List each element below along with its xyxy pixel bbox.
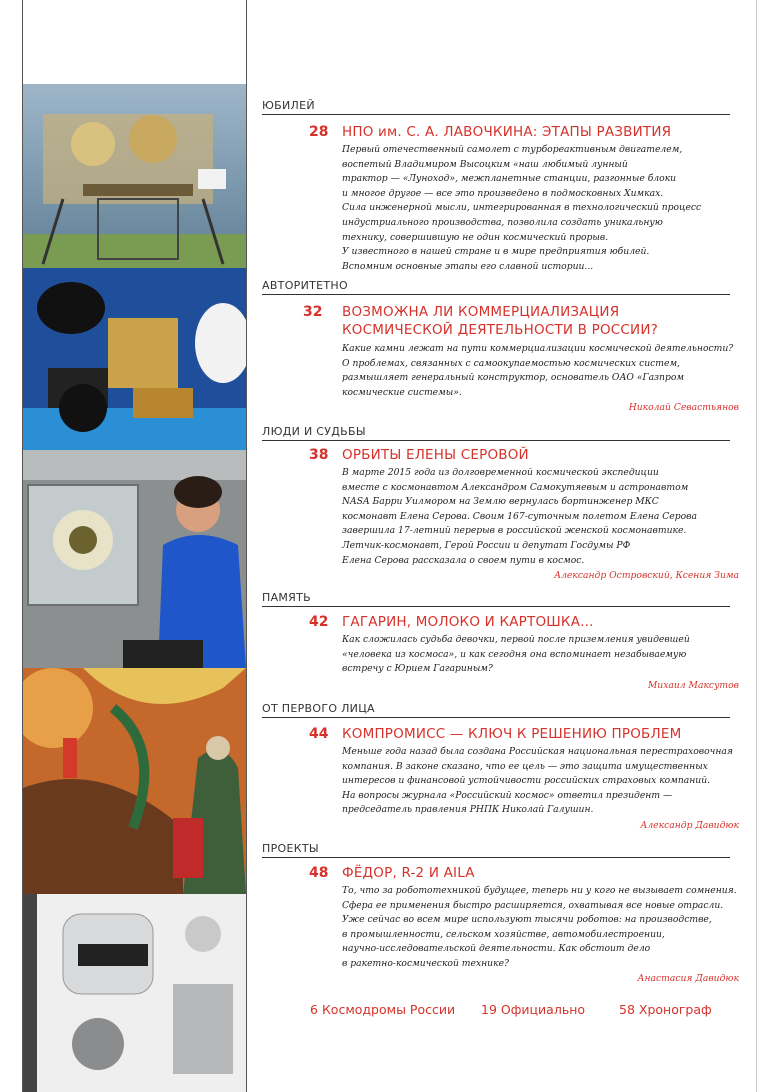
article-lead <box>342 745 737 818</box>
lead-line: председатель правления РНПК Николай Галушин. <box>342 804 594 816</box>
article-lead <box>342 884 737 972</box>
section-rule <box>262 114 730 115</box>
page-frame-right <box>756 0 757 1092</box>
lead-line: «человека из космоса», и как сегодня она вспоминает незабываемую <box>342 648 687 660</box>
section-rule <box>262 717 730 718</box>
footer-link[interactable] <box>310 1002 455 1017</box>
lead-line: индустриального производства, позволила создать уникальную <box>342 216 663 228</box>
lead-line: NASA Барри Уилмором на Землю вернулась бортинженер МКС <box>342 496 659 508</box>
lead-line: Меньше года назад была создана Российская национальная перестраховочная <box>342 746 733 757</box>
lead-line: научно-исследовательской деятельности. Как обстоит дело <box>342 943 651 955</box>
article-title[interactable]: НПО им. С. А. ЛАВОЧКИНА: ЭТАПЫ РАЗВИТИЯ <box>342 124 672 140</box>
article-author: Александр Островский, Ксения Зима <box>554 570 739 581</box>
photo-robot <box>23 894 246 1092</box>
rubric-label: ПАМЯТЬ <box>262 591 311 604</box>
article-lead <box>342 342 737 400</box>
lead-line: Уже сейчас во всем мире используют тысячи роботов: на производстве, <box>342 914 712 926</box>
page-number[interactable]: 38 <box>309 447 329 463</box>
section-rule <box>262 294 730 295</box>
photo-lander <box>23 84 246 268</box>
article-title[interactable]: ГАГАРИН, МОЛОКО И КАРТОШКА... <box>342 614 594 630</box>
photo-painting <box>23 668 246 894</box>
footer-page-number: 6 <box>310 1002 318 1017</box>
footer-link[interactable] <box>481 1002 585 1017</box>
photo-satellite <box>23 268 246 450</box>
lead-line: Елена Серова рассказала о своем пути в космос. <box>342 554 585 566</box>
article-lead <box>342 143 732 274</box>
page-frame-divider <box>246 0 247 1092</box>
footer-label: Хронограф <box>638 1002 712 1017</box>
article-author: Михаил Максутов <box>647 680 739 691</box>
article-title[interactable]: ФЁДОР, R-2 И AILA <box>342 865 475 881</box>
section-rule <box>262 857 730 858</box>
rubric-label: АВТОРИТЕТНО <box>262 279 348 292</box>
lead-line: размышляет генеральный конструктор, основатель ОАО «Газпром <box>342 372 685 384</box>
rubric-label: ОТ ПЕРВОГО ЛИЦА <box>262 702 375 715</box>
lead-line: На вопросы журнала «Российский космос» ответил президент — <box>342 789 673 801</box>
footer-page-number: 19 <box>481 1002 497 1017</box>
lead-line: У известного в нашей стране и в мире предприятия юбилей. <box>342 246 650 258</box>
article-author: Николай Севастьянов <box>628 402 739 413</box>
page-number[interactable]: 42 <box>309 614 329 630</box>
footer-page-number: 58 <box>619 1002 635 1017</box>
article-lead <box>342 466 732 568</box>
lead-line: Сфера ее применения быстро расширяется, охватывая все новые отрасли. <box>342 899 724 911</box>
section-rule <box>262 606 730 607</box>
footer-label: Космодромы России <box>321 1002 456 1017</box>
lead-line: в ракетно-космической технике? <box>342 957 509 969</box>
lead-line: компания. В законе сказано, что ее цель — это защита имущественных <box>342 760 708 772</box>
lead-line: Какие камни лежат на пути коммерциализации космической деятельности? <box>342 343 734 354</box>
lead-line: воспетый Владимиром Высоцким «наш любимый лунный <box>342 158 628 170</box>
section-rule <box>262 440 730 441</box>
lead-line: трактор — «Луноход», межпланетные станции, разгонные блоки <box>342 173 677 185</box>
rubric-label: ЮБИЛЕЙ <box>262 99 315 112</box>
lead-line: Первый отечественный самолет с турбореактивным двигателем, <box>342 144 683 155</box>
footer-label: Официально <box>500 1002 586 1017</box>
lead-line: Летчик-космонавт, Герой России и депутат Госдумы РФ <box>342 539 631 551</box>
page-number[interactable]: 44 <box>309 726 329 742</box>
article-title[interactable]: ОРБИТЫ ЕЛЕНЫ СЕРОВОЙ <box>342 447 529 463</box>
lead-line: вместе с космонавтом Александром Самокутяевым и астронавтом <box>342 481 689 493</box>
rubric-label: ЛЮДИ И СУДЬБЫ <box>262 425 366 438</box>
lead-line: космические системы». <box>342 386 462 398</box>
page-number[interactable]: 28 <box>309 124 329 140</box>
article-title[interactable]: КОМПРОМИСС — КЛЮЧ К РЕШЕНИЮ ПРОБЛЕМ <box>342 726 682 742</box>
lead-line: Сила инженерной мысли, интегрированная в технологический процесс <box>342 202 702 214</box>
lead-line: и многое другое — все это произведено в подмосковных Химках. <box>342 187 664 199</box>
lead-line: О проблемах, связанных с самоокупаемостью космических систем, <box>342 357 680 369</box>
rubric-label: ПРОЕКТЫ <box>262 842 319 855</box>
lead-line: В марте 2015 года из долговременной космической экспедиции <box>342 467 659 478</box>
lead-line: космонавт Елена Серова. Своим 167-суточным полетом Елена Серова <box>342 510 697 522</box>
lead-line: технику, совершившую не один космический прорыв. <box>342 231 609 243</box>
lead-line: встречу с Юрием Гагариным? <box>342 663 493 675</box>
lead-line: в промышленности, сельском хозяйстве, автомобилестроении, <box>342 928 665 940</box>
photo-cosmonaut <box>23 450 246 668</box>
page-number[interactable]: 32 <box>303 304 323 320</box>
lead-line: То, что за робототехникой будущее, теперь ни у кого не вызывает сомнения. <box>342 885 737 896</box>
article-title[interactable]: ВОЗМОЖНА ЛИ КОММЕРЦИАЛИЗАЦИЯ КОСМИЧЕСКОЙ ДЕЯТЕЛЬНОСТИ В РОССИИ? <box>342 304 659 338</box>
article-author: Анастасия Давидюк <box>637 973 739 984</box>
lead-line: Как сложилась судьба девочки, первой после приземления увидевшей <box>342 634 690 645</box>
footer-link[interactable] <box>619 1002 712 1017</box>
lead-line: интересов и финансовой устойчивости российских страховых компаний. <box>342 775 711 787</box>
article-lead <box>342 633 732 677</box>
lead-line: завершила 17-летний перерыв в российской женской космонавтике. <box>342 525 687 537</box>
lead-line: Вспомним основные этапы его славной истории... <box>342 260 594 272</box>
page-number[interactable]: 48 <box>309 865 329 881</box>
article-author: Александр Давидюк <box>640 820 739 831</box>
